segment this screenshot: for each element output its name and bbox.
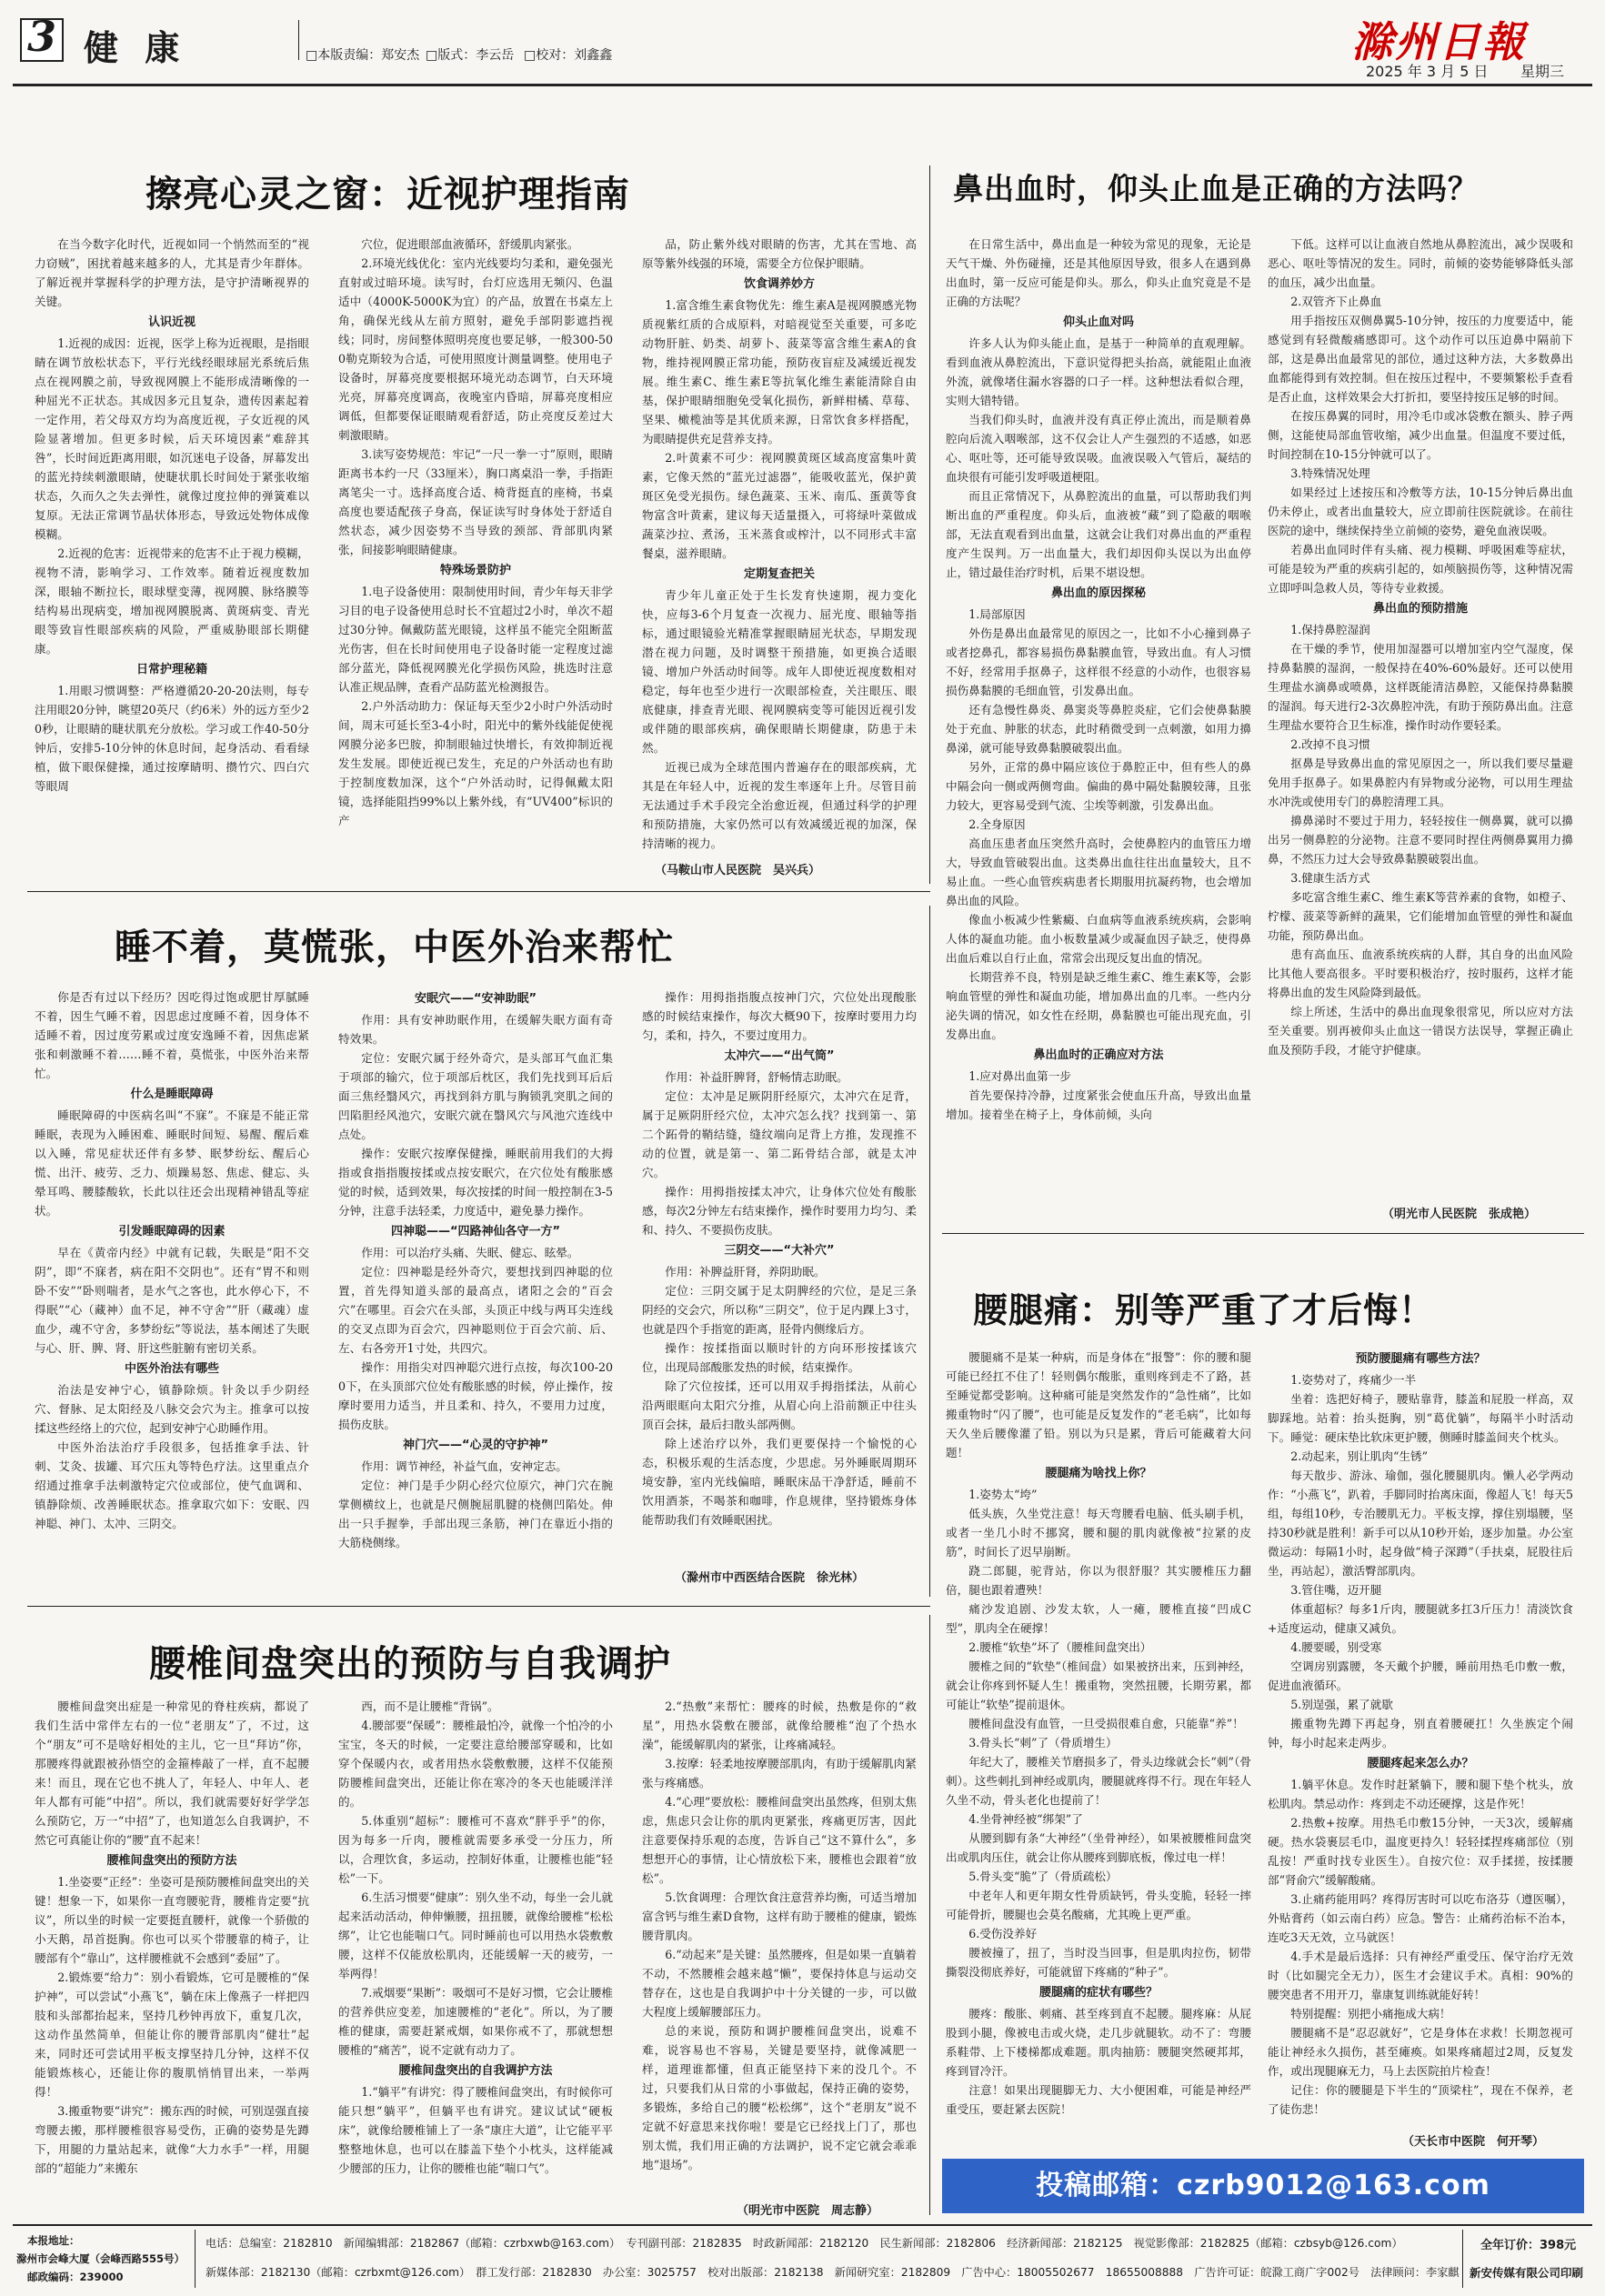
article2-byline: （明光市人民医院 张成艳）: [1382, 1208, 1537, 1221]
paragraph: 下低。这样可以让血液自然地从鼻腔流出，减少误吸和恶心、呕吐等情况的发生。同时，前倾的姿势能够降低头部的血压，减少出血量。: [1268, 237, 1573, 289]
paragraph: 坐着：选把好椅子，腰贴靠背，膝盖和屁股一样高，双脚踩地。站着：抬头挺胸，别“葛优躺”，每隔半小时活动下。睡觉：硬床垫比软床更护腰，侧睡时膝盖间夹个枕头。: [1268, 1392, 1573, 1444]
paragraph: 2.环境光线优化：室内光线要均匀柔和，避免强光直射或过暗环境。读写时，台灯应选用无频闪、色温适中（4000K-5000K为宜）的产品，放置在书桌左上角，确保光线从左前方照射，避免手部阴影遮挡视线；同时，房间整体照明亮度也要足够，一般300-500勒克斯较为合适，可使用照度计测量调整。使用电子设备时，屏幕亮度要根据环境光动态调节，白天环境光亮，屏幕亮度调高，夜晚室内昏暗，屏幕亮度相应调低，但都要保证眼睛观看舒适，防止亮度反差过大刺激眼睛。: [338, 256, 613, 442]
paragraph: 如果经过上述按压和冷敷等方法，10-15分钟后鼻出血仍未停止，或者出血量较大，应立即前往医院就诊。在前往医院的途中，继续保持坐立前倾的姿势，避免血液误吸。: [1268, 486, 1573, 537]
paragraph: 腰腿痛不是“忍忍就好”，它是身体在求救！长期忽视可能让神经永久损伤，甚至瘫痪。如果疼痛超过2周，反复发作，或出现腿麻无力，马上去医院拍片检查！: [1268, 2026, 1573, 2078]
paragraph: 品，防止紫外线对眼睛的伤害，尤其在雪地、高原等紫外线强的环境，需要全方位保护眼睛。: [642, 237, 917, 270]
article4-col2: [338, 1697, 613, 2215]
paragraph: 2.动起来，别让肌肉“生锈”: [1290, 1449, 1429, 1463]
paragraph: 还有急慢性鼻炎、鼻窦炎等鼻腔炎症，它们会使鼻黏膜处于充血、肿胀的状态，此时稍微受到一点刺激，如用力擤鼻涕，就可能导致鼻黏膜破裂出血。: [946, 703, 1251, 755]
paragraph: 综上所述，生活中的鼻出血现象很常见，所以应对方法至关重要。别再被仰头止血这一错误方法误导，掌握正确止血及预防手段，才能守护健康。: [1268, 1005, 1573, 1057]
paragraph: 多吃富含维生素C、维生素K等营养素的食物，如橙子、柠檬、菠菜等新鲜的蔬果，它们能增加血管壁的弹性和凝血功能，预防鼻出血。: [1268, 890, 1573, 942]
paragraph: 1.电子设备使用：限制使用时间，青少年每天非学习目的电子设备使用总时长不宜超过2小时，单次不超过30分钟。佩戴防蓝光眼镜，这样虽不能完全阻断蓝光伤害，但在长时间使用电子设备时能一定程度过滤部分蓝光，降低视网膜光化学损伤风险，挑选时注意认准正规品牌，查看产品防蓝光检测报告。: [338, 585, 613, 694]
paragraph: 低头族，久坐党注意！每天弯腰看电脑、低头刷手机，或者一坐几小时不挪窝，腰和腿的肌肉就像被“拉紧的皮筋”，时间长了迟早崩断。: [946, 1507, 1251, 1559]
paragraph: 长期营养不良，特别是缺乏维生素C、维生素K等，会影响血管壁的弹性和凝血功能，增加鼻出血的几率。一些内分泌失调的情况，如女性在经期，鼻黏膜也可能出现充血，引发鼻出血。: [946, 970, 1251, 1041]
paragraph: 特别提醒：别把小痛拖成大病！: [1290, 2007, 1451, 2020]
subheading: 鼻出血的预防措施: [1372, 602, 1468, 616]
paragraph: 西，而不是让腰椎“背锅”。: [361, 1699, 499, 1713]
paragraph: 首先要保持冷静，过度紧张会使血压升高，导致出血量增加。接着坐在椅子上，身体前倾，头向: [946, 1088, 1251, 1121]
printer: 新安传媒有限公司印刷: [1470, 2266, 1584, 2280]
paragraph: 除了穴位按揉，还可以用双手拇指揉法，从前心沿两眼眶向太阳穴分推，从眉心向上沿前额正中往头顶百会抹，最后扫散头部两侧。: [642, 1379, 917, 1431]
paragraph: 用手指按压双侧鼻翼5-10分钟，按压的力度要适中，能感觉到有轻微酸痛感即可。这个动作可以压迫鼻中隔前下部，这是鼻出血最常见的部位，通过这种方法，大多数鼻出血都能得到有效控制。但在按压过程中，不要频繁松手查看是否止血，这样效果会大打折扣，要坚持按压足够的时间。: [1268, 314, 1573, 404]
paragraph: 搬重物先蹲下再起身，别直着腰硬扛！久坐族定个闹钟，每小时起来走两步。: [1268, 1717, 1573, 1750]
paragraph: 1.“躺平”有讲究：得了腰椎间盘突出，有时候你可能只想“躺平”，但躺平也有讲究。建议试试“硬板床”，就像给腰椎铺上了一条“康庄大道”，让它能平平整整地休息，也可以在膝盖下垫个小枕头，这样能减少腰部的压力，让你的腰椎也能“喘口气”。: [338, 2085, 613, 2175]
paragraph: 2.腰椎“软垫”坏了（腰椎间盘突出）: [968, 1640, 1152, 1654]
article4-col3: [642, 1697, 917, 2197]
subheading: 鼻出血的原因探秘: [1050, 587, 1146, 600]
paragraph: 3.管住嘴，迈开腿: [1290, 1583, 1382, 1597]
paragraph: 2.近视的危害：近视带来的危害不止于视力模糊，视物不清，影响学习、工作效率。随着近视度数加深，眼轴不断拉长，眼球壁变薄，视网膜、脉络膜等结构易出现病变，增加视网膜脱离、黄斑病变、青光眼等致盲性眼部疾病的风险，严重威胁眼部长期健康。: [35, 546, 309, 656]
article4-title: 腰椎间盘突出的预防与自我调护: [149, 1643, 671, 1685]
subheading: 定期复查把关: [743, 567, 815, 581]
paragraph: 3.特殊情况处理: [1290, 466, 1370, 480]
editor-credit: □本版责编：郑安杰: [306, 48, 420, 63]
subheading: 日常护理秘籍: [135, 663, 207, 677]
article5-col1: [946, 1348, 1251, 2148]
paragraph: 另外，正常的鼻中隔应该位于鼻腔正中，但有些人的鼻中隔会向一侧或两侧弯曲。偏曲的鼻中隔处黏膜较薄，且张力较大，更容易受到气流、尘埃等刺激，引发鼻出血。: [946, 760, 1251, 812]
newspaper-logo: 滁州日報: [1351, 17, 1526, 66]
article1-title: 擦亮心灵之窗：近视护理指南: [145, 174, 630, 216]
paragraph: 空调房别露腰，冬天戴个护腰，睡前用热毛巾敷一敷，促进血液循环。: [1268, 1659, 1573, 1692]
paragraph: 像血小板减少性紫癜、白血病等血液系统疾病，会影响人体的凝血功能。血小板数量减少或凝血因子缺乏，使得鼻出血后难以自行止血，常常会出现反复出血的情况。: [946, 913, 1251, 965]
paragraph: 1.躺平休息。发作时赶紧躺下，腰和腿下垫个枕头，放松肌肉。禁忌动作：疼到走不动还硬撑，这是作死！: [1268, 1778, 1573, 1810]
article4-byline: （明光市中医院 周志静）: [737, 2204, 879, 2218]
subheading: 腰椎间盘突出的自我调护方法: [398, 2064, 553, 2078]
paragraph: 2.双管齐下止鼻血: [1290, 295, 1382, 308]
paragraph: 在日常生活中，鼻出血是一种较为常见的现象，无论是天气干燥、外伤碰撞，还是其他原因导致，很多人在遇到鼻出血时，第一反应可能是仰头。那么，仰头止血究竟是不是正确的方法呢？: [946, 237, 1251, 308]
paragraph: 总的来说，预防和调护腰椎间盘突出，说难不难，说容易也不容易，关键是要坚持，就像减肥一样，道理谁都懂，但真正能坚持下来的没几个。不过，只要我们从日常的小事做起，保持正确的姿势，多锻炼，多给自己的腰“松松绑”，这个“老朋友”说不定就不好意思来找你啦！要是它已经找上门了，那也别太慌，我们用正确的方法调护，说不定它就会乖乖地“退场”。: [642, 2024, 917, 2171]
subheading: 腰椎间盘突出的预防方法: [106, 1854, 237, 1868]
paragraph: 定位：四神聪是经外奇穴，要想找到四神聪的位置，首先得知道头部的最高点，诸阳之会的“百会穴”在哪里。百会穴在头部，头顶正中线与两耳尖连线的交叉点即为百会穴，四神聪则位于百会穴前、后、左、右各旁开1寸处，共四穴。: [338, 1265, 613, 1355]
paragraph: 中医外治法治疗手段很多，包括推拿手法、针刺、艾灸、拔罐、耳穴压丸等特色疗法。这里重点介绍通过推拿手法刺激特定穴位或部位，使气血调和、镇静除烦、改善睡眠状态。推拿取穴如下：安眠、四神聪、神门、太冲、三阴交。: [35, 1440, 309, 1530]
paragraph: 6.“动起来”是关键：虽然腰疼，但是如果一直躺着不动，不然腰椎会越来越“懒”，要保持体息与运动交替存在，这也是自我调护中十分关键的一步，可以做大程度上缓解腰部压力。: [642, 1948, 917, 2019]
paragraph: 在当今数字化时代，近视如同一个悄然而至的“视力窃贼”，困扰着越来越多的人，尤其是青少年群体。了解近视并掌握科学的护理方法，是守护清晰视界的关键。: [35, 237, 309, 308]
paragraph: 在按压鼻翼的同时，用冷毛巾或冰袋敷在额头、脖子两侧，这能使局部血管收缩，减少出血量。但温度不要过低，时间控制在10-15分钟就可以了。: [1268, 409, 1573, 461]
subheading: 腰腿痛的症状有哪些？: [1038, 1986, 1158, 2000]
subheading: 三阴交——“大补穴”: [724, 1244, 835, 1258]
paragraph: 早在《黄帝内经》中就有记载，失眠是“阳不交阴”，即“不寐者，病在阳不交阴也”。还有“胃不和则卧不安”“卧则喘者，是水气之客也，此水停心下，不得眠”“心（藏神）血不足，神不守舍”“肝（藏魂）虚血少，魂不守舍，多梦纷纭”等说法，基本阐述了失眠与心、肝、脾、肾、肝这些脏腑有密切关系。: [35, 1246, 309, 1355]
paragraph: 作用：补脾益肝肾，养阴助眠。: [665, 1265, 826, 1278]
subheading: 特殊场景防护: [439, 564, 511, 577]
article3-col2: [338, 988, 613, 1588]
paragraph: 4.腰部要“保暖”：腰椎最怕冷，就像一个怕冷的小宝宝，冬天的时候，一定要注意给腰部穿暖和，比如穿个保暖内衣，或者用热水袋敷敷腰，这样不仅能预防腰椎间盘突出，还能让你在寒冷的冬天也能暖洋洋的。: [338, 1719, 613, 1809]
paragraph: 作用：补益肝脾肾，舒畅情志助眠。: [665, 1070, 848, 1084]
paragraph: 2.“热敷”来帮忙：腰疼的时候，热敷是你的“救星”，用热水袋敷在腰部，就像给腰椎“泡了个热水澡”，能缓解肌肉的紧张，让疼痛减轻。: [642, 1699, 917, 1751]
submission-email-banner: 投稿邮箱：czrb9012@163.com: [942, 2159, 1584, 2213]
address-title: 本报地址：: [27, 2234, 80, 2247]
header-divider: [298, 20, 299, 60]
article3-byline: （滁州市中西医结合医院 徐光林）: [675, 1571, 865, 1585]
article1-col1: [35, 235, 309, 880]
paragraph: 1.姿势太“垮”: [968, 1488, 1038, 1501]
paragraph: 定位：神门是手少阴心经穴位原穴，神门穴在腕掌侧横纹上，也就是尺侧腕屈肌腱的桡侧凹陷处。伸出一只手握拳，手部出现三条筋，神门在靠近小指的大筋桡侧缘。: [338, 1479, 613, 1549]
paragraph: 操作：安眠穴按摩保健操，睡眠前用我们的大拇指或食指指腹按揉或点按安眠穴，在穴位处有酸胀感觉的时候，适到效果，每次按揉的时间一般控制在3-5分钟，注意手法轻柔，力度适中，避免暴力操作。: [338, 1147, 613, 1218]
article5-title: 腰腿痛：别等严重了才后悔！: [973, 1290, 1435, 1330]
footer-divider-right: [1462, 2230, 1463, 2288]
paragraph: 擤鼻涕时不要过于用力，轻轻按住一侧鼻翼，就可以擤出另一侧鼻腔的分泌物。注意不要同时捏住两侧鼻翼用力擤鼻，不然压力过大会导致鼻黏膜破裂出血。: [1268, 814, 1573, 866]
paragraph: 近视已成为全球范围内普遍存在的眼部疾病，尤其是在年轻人中，近视的发生率逐年上升。尽管目前无法通过手术手段完全治愈近视，但通过科学的护理和预防措施，大家仍然可以有效减缓近视的加深，保持清晰的视力。: [642, 760, 917, 850]
subheading: 四神聪——“四路神仙各守一方”: [390, 1225, 561, 1238]
paragraph: 5.别逞强，累了就歇: [1290, 1698, 1393, 1711]
paragraph: 患有高血压、血液系统疾病的人群，其自身的出血风险比其他人要高很多。平时要积极治疗，按时服药，这样才能将鼻出血的发生风险降到最低。: [1268, 947, 1573, 999]
subheading: 鼻出血时的正确应对方法: [1033, 1048, 1164, 1062]
article2-bottom-rule: [942, 1233, 1584, 1234]
paragraph: 4.坐骨神经被“绑架”了: [968, 1812, 1083, 1826]
annual-price: 全年订价：398元: [1480, 2239, 1577, 2252]
paragraph: 1.近视的成因：近视，医学上称为近视眼，是指眼睛在调节放松状态下，平行光线经眼球屈光系统后焦点在视网膜之前，导致视网膜上不能形成清晰像的一种屈光不正状态。其成因多元且复杂，遗传因素起着一定作用，若父母双方均为高度近视，子女近视的风险显著增加。但更多时候，后天环境因素“难辞其咎”，长时间近距离用眼，如沉迷电子设备，屏幕发出的蓝光持续刺激眼睛，使睫状肌长时间处于紧张收缩状态，久而久之失去弹性，就像过度拉伸的弹簧难以复原。无法正常调节晶状体形态，导致远处物体成像模糊。: [35, 336, 309, 541]
paragraph: 穴位，促进眼部血液循环，舒缓肌肉紧张。: [361, 237, 579, 251]
paragraph: 跷二郎腿，驼背站，你以为很舒服？其实腰椎压力翻倍，腿也跟着遭殃！: [946, 1564, 1251, 1597]
section-name: 健 康: [84, 28, 187, 68]
article2-col2: [1268, 235, 1573, 1200]
subheading: 腰腿疼起来怎么办？: [1367, 1757, 1474, 1770]
paragraph: 定位：太冲是足厥阴肝经原穴，太冲穴在足背，属于足厥阴肝经穴位，太冲穴怎么找？找到第一、第二个跖骨的鞘结缝，缝纹端向足背上方推，发现推不动的位置，就是第一、第二跖骨结合部，就是太冲穴。: [642, 1089, 917, 1179]
subheading: 预防腰腿痛有哪些方法？: [1355, 1352, 1486, 1366]
paragraph: 在干燥的季节，使用加湿器可以增加室内空气湿度，保持鼻黏膜的湿润，一般保持在40%-60%最好。还可以使用生理盐水滴鼻或喷鼻，这样既能清洁鼻腔，又能保持鼻黏膜的湿润。每天进行2-3次鼻腔冲洗，有助于预防鼻出血。注意生理盐水要符合卫生标准，操作时动作要轻柔。: [1268, 642, 1573, 732]
paragraph: 4.手术是最后选择：只有神经严重受压、保守治疗无效时（比如腿完全无力），医生才会建议手术。真相：90%的腰突患者不用开刀，靠康复训练就能好转！: [1268, 1950, 1573, 2001]
paragraph: 外伤是鼻出血最常见的原因之一，比如不小心撞到鼻子或者挖鼻孔，都容易损伤鼻黏膜血管，导致出血。有人习惯不好，经常用手抠鼻子，这样很不经意的小动作，也很容易损伤鼻黏膜的毛细血管，引发鼻出血。: [946, 627, 1251, 697]
paragraph: 定位：三阴交属于足太阴脾经的穴位，是足三条阴经的交会穴，所以称“三阴交”，位于足内踝上3寸，也就是四个手指宽的距离，胫骨内侧缘后方。: [642, 1284, 917, 1336]
page-number: 3: [26, 12, 56, 61]
subheading: 神门穴——“心灵的守护神”: [402, 1439, 549, 1452]
paragraph: 操作：用拇指指腹点按神门穴，穴位处出现酸胀感的时候结束操作，每次大概90下，按摩时要用力均匀，柔和，持久，不要过度用力。: [642, 990, 917, 1042]
subheading: 腰腿痛为啥找上你？: [1045, 1467, 1152, 1480]
footer-divider-left: [195, 2230, 196, 2288]
footer-contact-row1: 电话：总编室：2182810 新闻编辑部：2182867（邮箱：czrbxwb@163.com） 专刊副刊部：2182835 时政新闻部：2182120 民生新闻部：2182806 经济新闻部：2182125 视觉影像部：2182825（邮箱：czbsyb@126.com）: [206, 2237, 1403, 2250]
paragraph: 治法是安神宁心，镇静除烦。针灸以手少阴经穴、督脉、足太阳经及八脉交会穴为主。推拿可以按揉这些经络上的穴位，起到安神宁心助睡作用。: [35, 1383, 309, 1435]
subheading: 安眠穴——“安神助眠”: [414, 992, 537, 1006]
paragraph: 年纪大了，腰椎关节磨损多了，骨头边缘就会长“刺”（骨刺）。这些刺扎到神经或肌肉，腰腿就疼得不行。现在年轻人久坐不动，骨头老化也提前了！: [946, 1755, 1251, 1807]
footer-rule: [13, 2224, 1592, 2226]
paragraph: 1.局部原因: [968, 607, 1026, 621]
subheading: 饮食调养妙方: [743, 277, 815, 291]
paragraph: 操作：按揉指面以顺时针的方向环形按揉该穴位，出现局部酸胀发热的时候，结束操作。: [642, 1341, 917, 1374]
subheading: 中医外治法有哪些: [124, 1362, 219, 1376]
article3-title: 睡不着，莫慌张，中医外治来帮忙: [115, 927, 674, 968]
paragraph: 作用：可以治疗头痛、失眠、健忘、眩晕。: [361, 1246, 579, 1259]
paragraph: 作用：调节神经，补益气血，安神定志。: [361, 1459, 567, 1473]
article3-bottom-rule: [27, 1606, 930, 1607]
paragraph: 腰疼：酸胀、刺痛、甚至疼到直不起腰。腿疼麻：从屁股到小腿，像被电击或火烧，走几步就腿软。动不了：弯腰系鞋带、上下楼梯都成难题。肌肉抽筋：腰腿突然硬邦邦，疼到冒冷汗。: [946, 2007, 1251, 2078]
article2-col1: [946, 235, 1251, 1226]
paragraph: 每天散步、游泳、瑜伽，强化腰腿肌肉。懒人必学两动作：“小燕飞”，趴着，手脚同时抬离床面，像超人飞！每天5组，每组10秒，专治腰肌无力。平板支撑，撑住别塌腰，坚持30秒就是胜利！新手可以从10秒开始，逐步加量。办公室微运动：每隔1小时，起身做“椅子深蹲”（手扶桌，屁股往后坐，再站起），激活臀部肌肉。: [1268, 1469, 1573, 1578]
paragraph: 6.生活习惯要“健康”：别久坐不动，每坐一会儿就起来活动活动，伸伸懒腰，扭扭腰，就像给腰椎“松松绑”，让它也能喘口气。同时睡前也可以用热水袋敷敷腰，这样不仅能放松肌肉，还能缓解一天的疲劳，一举两得！: [338, 1890, 613, 1980]
issue-date: 2025 年 3 月 5 日: [1366, 63, 1489, 80]
paragraph: 许多人认为仰头能止血，是基于一种简单的直观理解。看到血液从鼻腔流出，下意识觉得把头抬高，就能阻止血液外流，就像堵住漏水容器的口子一样。这种想法看似合理，实则大错特错。: [946, 336, 1251, 407]
paragraph: 3.健康生活方式: [1290, 871, 1370, 885]
paragraph: 2.锻炼要“给力”：别小看锻炼，它可是腰椎的“保护神”，可以尝试“小燕飞”，躺在床上像燕子一样把四肢和头部都抬起来，坚持几秒钟再放下，重复几次，这动作虽然简单，但能让你的腰背部肌肉“健壮”起来，同时还可尝试用平板支撑坚持几分钟，这样不仅能锻炼核心，还能让你的腹肌悄悄冒出来，一举两得！: [35, 1970, 309, 2099]
paragraph: 你是否有过以下经历？因吃得过饱或肥甘厚腻睡不着，因生气睡不着，因思虑过度睡不着，因身体不适睡不着，因过度劳累或过度安逸睡不着，因焦虑紧张和刺激睡不着……睡不着，莫慌张，中医外治来帮忙。: [35, 990, 309, 1080]
article4-col1: [35, 1697, 309, 2215]
paragraph: 操作：用指尖对四神聪穴进行点按，每次100-200下，在头顶部穴位处有酸胀感的时候，停止操作，按摩时要用力适当，并且柔和、持久，不要用力过度，损伤皮肤。: [338, 1360, 613, 1431]
issue-weekday: 星期三: [1520, 63, 1565, 80]
article1-divider: [929, 165, 930, 884]
paragraph: 5.骨头变“脆”了（骨质疏松）: [968, 1870, 1118, 1883]
paragraph: 3.止痛药能用吗？疼得厉害时可以吃布洛芬（遵医嘱），外贴膏药（如云南白药）应急。警告：止痛药治标不治本，连吃3天无效，立马就医！: [1268, 1892, 1573, 1944]
paragraph: 而且正常情况下，从鼻腔流出的血量，可以帮助我们判断出血的严重程度。仰头后，血液被“藏”到了隐蔽的咽喉部，无法直观看到出血量，这就会让我们对鼻出血的严重程度产生误判。万一出血量大，我们却因仰头误以为出血停止，错过最佳治疗时机，后果不堪设想。: [946, 489, 1251, 579]
paragraph: 4.腰要暖，别受寒: [1290, 1640, 1382, 1654]
proof-credit: □校对：刘鑫鑫: [524, 48, 613, 63]
paragraph: 1.用眼习惯调整：严格遵循20-20-20法则，每专注用眼20分钟，眺望20英尺（约6米）外的远方至少20秒，让眼睛的睫状肌充分放松。学习或工作40-50分钟后，安排5-10分钟的休息时间，起身活动、看看绿植，做下眼保健操，通过按摩睛明、攒竹穴、四白穴等眼周: [35, 684, 309, 793]
paragraph: 腰椎间盘没有血管，一旦受损很难自愈，只能靠“养”！: [968, 1717, 1244, 1730]
paragraph: 体重超标？每多1斤肉，腰腿就多扛3斤压力！清淡饮食+适度运动，健康又减负。: [1268, 1602, 1573, 1635]
paragraph: 高血压患者血压突然升高时，会使鼻腔内的血管压力增大，导致血管破裂出血。这类鼻出血往往出血量较大，且不易止血。一些心血管疾病患者长期服用抗凝药物，也会增加鼻出血的风险。: [946, 837, 1251, 907]
footer-contact-row2: 新媒体部：2182130（邮箱：czrbxmt@126.com） 群工发行部：2182830 办公室：3025757 校对出版部：2182138 新闻研究室：2182809 广告中心：18005502677 18655008888 广告许可证：皖滁工商广字002号 法律顾问：李家麒: [206, 2266, 1460, 2279]
subheading: 什么是睡眠障碍: [130, 1088, 214, 1101]
paragraph: 1.富含维生素食物优先：维生素A是视网膜感光物质视紫红质的合成原料，对暗视觉至关重要，可多吃动物肝脏、奶类、胡萝卜、菠菜等富含维生素A的食物，维持视网膜正常功能，预防夜盲症及减缓近视发展。维生素C、维生素E等抗氧化维生素能清除自由基，保护眼睛细胞免受氧化损伤，新鲜柑橘、草莓、坚果、橄榄油等是其优质来源，日常饮食多样搭配，为眼睛提供充足营养支持。: [642, 298, 917, 446]
paragraph: 2.热敷+按摩。用热毛巾敷15分钟，一天3次，缓解痛硬。热水袋裹层毛巾，温度更持久！轻轻揉捏疼痛部位（别乱按！严重时找专业医生）。自按穴位：双手揉搓，按揉腰部“肾俞穴”缓解酸痛。: [1268, 1816, 1573, 1887]
paragraph: 青少年儿童正处于生长发育快速期，视力变化快，应每3-6个月复查一次视力、屈光度、眼轴等指标，通过眼镜验光精准掌握眼睛屈光状态，早期发现潜在视力问题，及时调整干预措施，如更换合适眼镜、增加户外活动时间等。成年人即使近视度数相对稳定，每年也至少进行一次眼部检查，关注眼压、眼底健康，排查青光眼、视网膜病变等可能因近视引发或伴随的眼部疾病，确保眼睛长期健康，防患于未然。: [642, 588, 917, 755]
paragraph: 2.全身原因: [968, 817, 1026, 831]
paragraph: 2.叶黄素不可少：视网膜黄斑区域高度富集叶黄素，它像天然的“蓝光过滤器”，能吸收蓝光，保护黄斑区免受光损伤。绿色蔬菜、玉米、南瓜、蛋黄等食物富含叶黄素，建议每天适量摄入，可将绿叶菜做成蔬菜沙拉、煮汤，玉米蒸食或榨汁，以不同形式丰富餐桌，滋养眼睛。: [642, 451, 917, 560]
paragraph: 若鼻出血同时伴有头痛、视力模糊、呼吸困难等症状，可能是较为严重的疾病引起的，如颅脑损伤等，这种情况需立即呼叫急救人员，等待专业救援。: [1268, 543, 1573, 595]
paragraph: 3.按摩：轻柔地按摩腰部肌肉，有助于缓解肌肉紧张与疼痛感。: [642, 1757, 917, 1790]
article3-col1: [35, 988, 309, 1588]
paragraph: 作用：具有安神助眠作用，在缓解失眠方面有奇特效果。: [338, 1013, 613, 1046]
article3-col3: [642, 988, 917, 1566]
paragraph: 定位：安眠穴属于经外奇穴，是头部耳气血汇集于项部的输穴，位于项部后枕区，我们先找到耳后后面三焦经翳风穴，再找到斜方肌与胸锁乳突肌之间的凹陷胆经风池穴，安眠穴就在翳风穴与风池穴连线中点处。: [338, 1051, 613, 1141]
subheading: 太冲穴——“出气筒”: [724, 1049, 835, 1063]
paragraph: 抠鼻是导致鼻出血的常见原因之一，所以我们要尽量避免用手抠鼻子。如果鼻腔内有异物或分泌物，可以用生理盐水冲洗或使用专门的鼻腔清理工具。: [1268, 757, 1573, 808]
article1-byline: （马鞍山市人民医院 吴兴兵）: [655, 864, 821, 877]
paragraph: 6.受伤没养好: [968, 1927, 1038, 1940]
subheading: 引发睡眠障碍的因素: [118, 1225, 226, 1238]
paragraph: 从腰到脚有条“大神经”（坐骨神经），如果被腰椎间盘突出或肌肉压住，就会让你从腰疼到脚底板，像过电一样！: [946, 1831, 1251, 1864]
paragraph: 痛沙发追剧、沙发太软，人一瘫，腰椎直接“凹成C型”，肌肉全在硬撑！: [946, 1602, 1251, 1635]
paragraph: 中老年人和更年期女性骨质缺钙，骨头变脆，轻轻一摔可能骨折，腰腿也会莫名酸痛，尤其晚上更严重。: [946, 1889, 1251, 1921]
paragraph: 除上述治疗以外，我们更要保持一个愉悦的心态，积极乐观的生活态度，少思虑。另外睡眠周期环境安静，室内光线偏暗，睡眠床品干净舒适，睡前不饮用酒茶，不喝茶和咖啡，作息规律，坚持锻炼身体能帮助我们有效睡眠困扰。: [642, 1437, 917, 1527]
paragraph: 腰椎之间的“软垫”（椎间盘）如果被挤出来，压到神经，就会让你疼到怀疑人生！搬重物，突然扭腰，长期劳累，都可能让“软垫”提前退休。: [946, 1659, 1251, 1711]
paragraph: 2.户外活动助力：保证每天至少2小时户外活动时间，周末可延长至3-4小时，阳光中的紫外线能促使视网膜分泌多巴胺，抑制眼轴过快增长，有效抑制近视发生发展。即使近视已发生，充足的户外活动也有助于控制度数加深，这个“户外活动时，记得佩戴太阳镜，选择能阻挡99%以上紫外线，有“UV400”标识的产: [338, 699, 613, 827]
paragraph: 5.饮食调理：合理饮食注意营养均衡，可适当增加富含钙与维生素D食物，这样有助于腰椎的健康，锻炼腰背肌肉。: [642, 1890, 917, 1942]
paragraph: 当我们仰头时，血液并没有真正停止流出，而是顺着鼻腔向后流入咽喉部，这不仅会让人产生强烈的不适感，如恶心、呕吐等，还可能导致误吸。血液误吸入气管后，凝结的血块很有可能引发呼吸道梗阻。: [946, 413, 1251, 484]
paragraph: 腰椎间盘突出症是一种常见的脊柱疾病，都说了我们生活中常伴左右的一位“老朋友”了，不过，这个“朋友”可不是啥好相处的主儿，它一旦“拜访”你，那腰疼得就跟被孙悟空的金箍棒敲了一样，直不起腰来！而且，现在它也不挑人了，年轻人、中年人、老年人都有可能“中招”。所以，我们就需要好好学学怎么预防它，万一“中招”了，也知道怎么自我调护，不然它可真能让你的“腰”直不起来！: [35, 1699, 309, 1847]
paragraph: 腰被撞了，扭了，当时没当回事，但是肌肉拉伤，韧带撕裂没彻底养好，可能就留下疼痛的“种子”。: [946, 1946, 1251, 1979]
article1-bottom-rule: [27, 891, 930, 892]
paragraph: 5.体重别“超标”：腰椎可不喜欢“胖乎乎”的你，因为每多一斤肉，腰椎就需要多承受一分压力，所以，合理饮食，多运动，控制好体重，让腰椎也能“轻松”一下。: [338, 1814, 613, 1885]
paragraph: 2.改掉不良习惯: [1290, 737, 1370, 751]
paragraph: 操作：用拇指按揉太冲穴，让身体穴位处有酸胀感，每次2分钟左右结束操作，操作时要用力均匀、柔和、持久、不要损伤皮肤。: [642, 1185, 917, 1237]
paragraph: 3.骨头长“刺”了（骨质增生）: [968, 1736, 1118, 1750]
paragraph: 1.应对鼻出血第一步: [968, 1069, 1071, 1083]
paragraph: 3.读写姿势规范：牢记“一尺一拳一寸”原则，眼睛距离书本约一尺（33厘米），胸口离桌沿一拳，手指距离笔尖一寸。选择高度合适、椅背挺直的座椅，书桌高度也要适配孩子身高，保证读写时身体处于舒适自然状态，减少因姿势不当导致的颈部、背部肌肉紧张，间接影响眼睛健康。: [338, 447, 613, 556]
paragraph: 睡眠障碍的中医病名叫“不寐”。不寐是不能正常睡眠，表现为入睡困难、睡眠时间短、易醒、醒后难以入睡，常见症状还伴有多梦、眠梦纷纭、醒后心慌、出汗、疲劳、乏力、烦躁易怒、焦虑、健忘、头晕耳鸣、腰膝酸软，长此以往还会出现精神错乱等症状。: [35, 1108, 309, 1218]
layout-credit: □版式：李云岳: [426, 48, 515, 63]
address-line2: 邮政编码：239000: [27, 2271, 124, 2283]
paragraph: 1.姿势对了，疼痛少一半: [1290, 1373, 1417, 1387]
article5-byline: （天长市中医院 何开琴）: [1402, 2135, 1545, 2149]
article3-divider: [929, 906, 930, 1597]
paragraph: 注意！如果出现腿脚无力、大小便困难，可能是神经严重受压，要赶紧去医院！: [946, 2083, 1251, 2116]
article4-divider: [929, 1615, 930, 2215]
address-line1: 滁州市会峰大厦（会峰西路555号）: [16, 2252, 186, 2265]
subheading: 认识近视: [147, 316, 196, 329]
article1-col2: [338, 235, 613, 880]
header-rule: [13, 84, 1592, 86]
paragraph: 腰腿痛不是某一种病，而是身体在“报警”：你的腰和腿可能已经扛不住了！轻则偶尔酸胀，重则疼到走不了路，甚至睡觉都受影响。这种痛可能是突然发作的“急性痛”，比如搬重物时“闪了腰”，也可能是反复发作的“老毛病”，比如每天久坐后腰像灌了铅。别以为只是累，背后可能藏着大问题！: [946, 1350, 1251, 1459]
paragraph: 4.“心理”要放松：腰椎间盘突出虽然疼，但别太焦虑，焦虑只会让你的肌肉更紧张，疼痛更厉害，因此注意要保持乐观的态度，告诉自己“这不算什么”，多想想开心的事情，让心情放松下来，腰椎也会跟着“放松”。: [642, 1795, 917, 1885]
article1-col3: [642, 235, 917, 858]
paragraph: 3.搬重物要“讲究”：搬东西的时候，可别逞强直接弯腰去搬，那样腰椎很容易受伤，正确的姿势是先蹲下，用腿的力量站起来，就像“大力水手”一样，用腿部的“超能力”来搬东: [35, 2104, 309, 2175]
paragraph: 记住：你的腰腿是下半生的“顶梁柱”，现在不保养，老了徒伤悲！: [1268, 2083, 1573, 2116]
article2-title: 鼻出血时，仰头止血是正确的方法吗？: [953, 171, 1479, 206]
paragraph: 1.坐姿要“正经”：坐姿可是预防腰椎间盘突出的关键！想象一下，如果你一直弯腰驼背，腰椎肯定要“抗议”，所以坐的时候一定要挺直腰杆，就像一个骄傲的小天鹅，昂首挺胸。你也可以买个带腰靠的椅子，让腰部有个“靠山”，这样腰椎就不会感到“委屈”了。: [35, 1875, 309, 1965]
article5-col2: [1268, 1348, 1573, 2130]
subheading: 仰头止血对吗: [1062, 316, 1134, 329]
paragraph: 1.保持鼻腔湿润: [1290, 623, 1370, 637]
paragraph: 7.戒烟要“果断”：吸烟可不是好习惯，它会让腰椎的营养供应变差，加速腰椎的“老化”。所以，为了腰椎的健康，需要赶紧戒烟，如果你戒不了，那就想想腰椎的“痛苦”，说不定就有动力了。: [338, 1986, 613, 2057]
